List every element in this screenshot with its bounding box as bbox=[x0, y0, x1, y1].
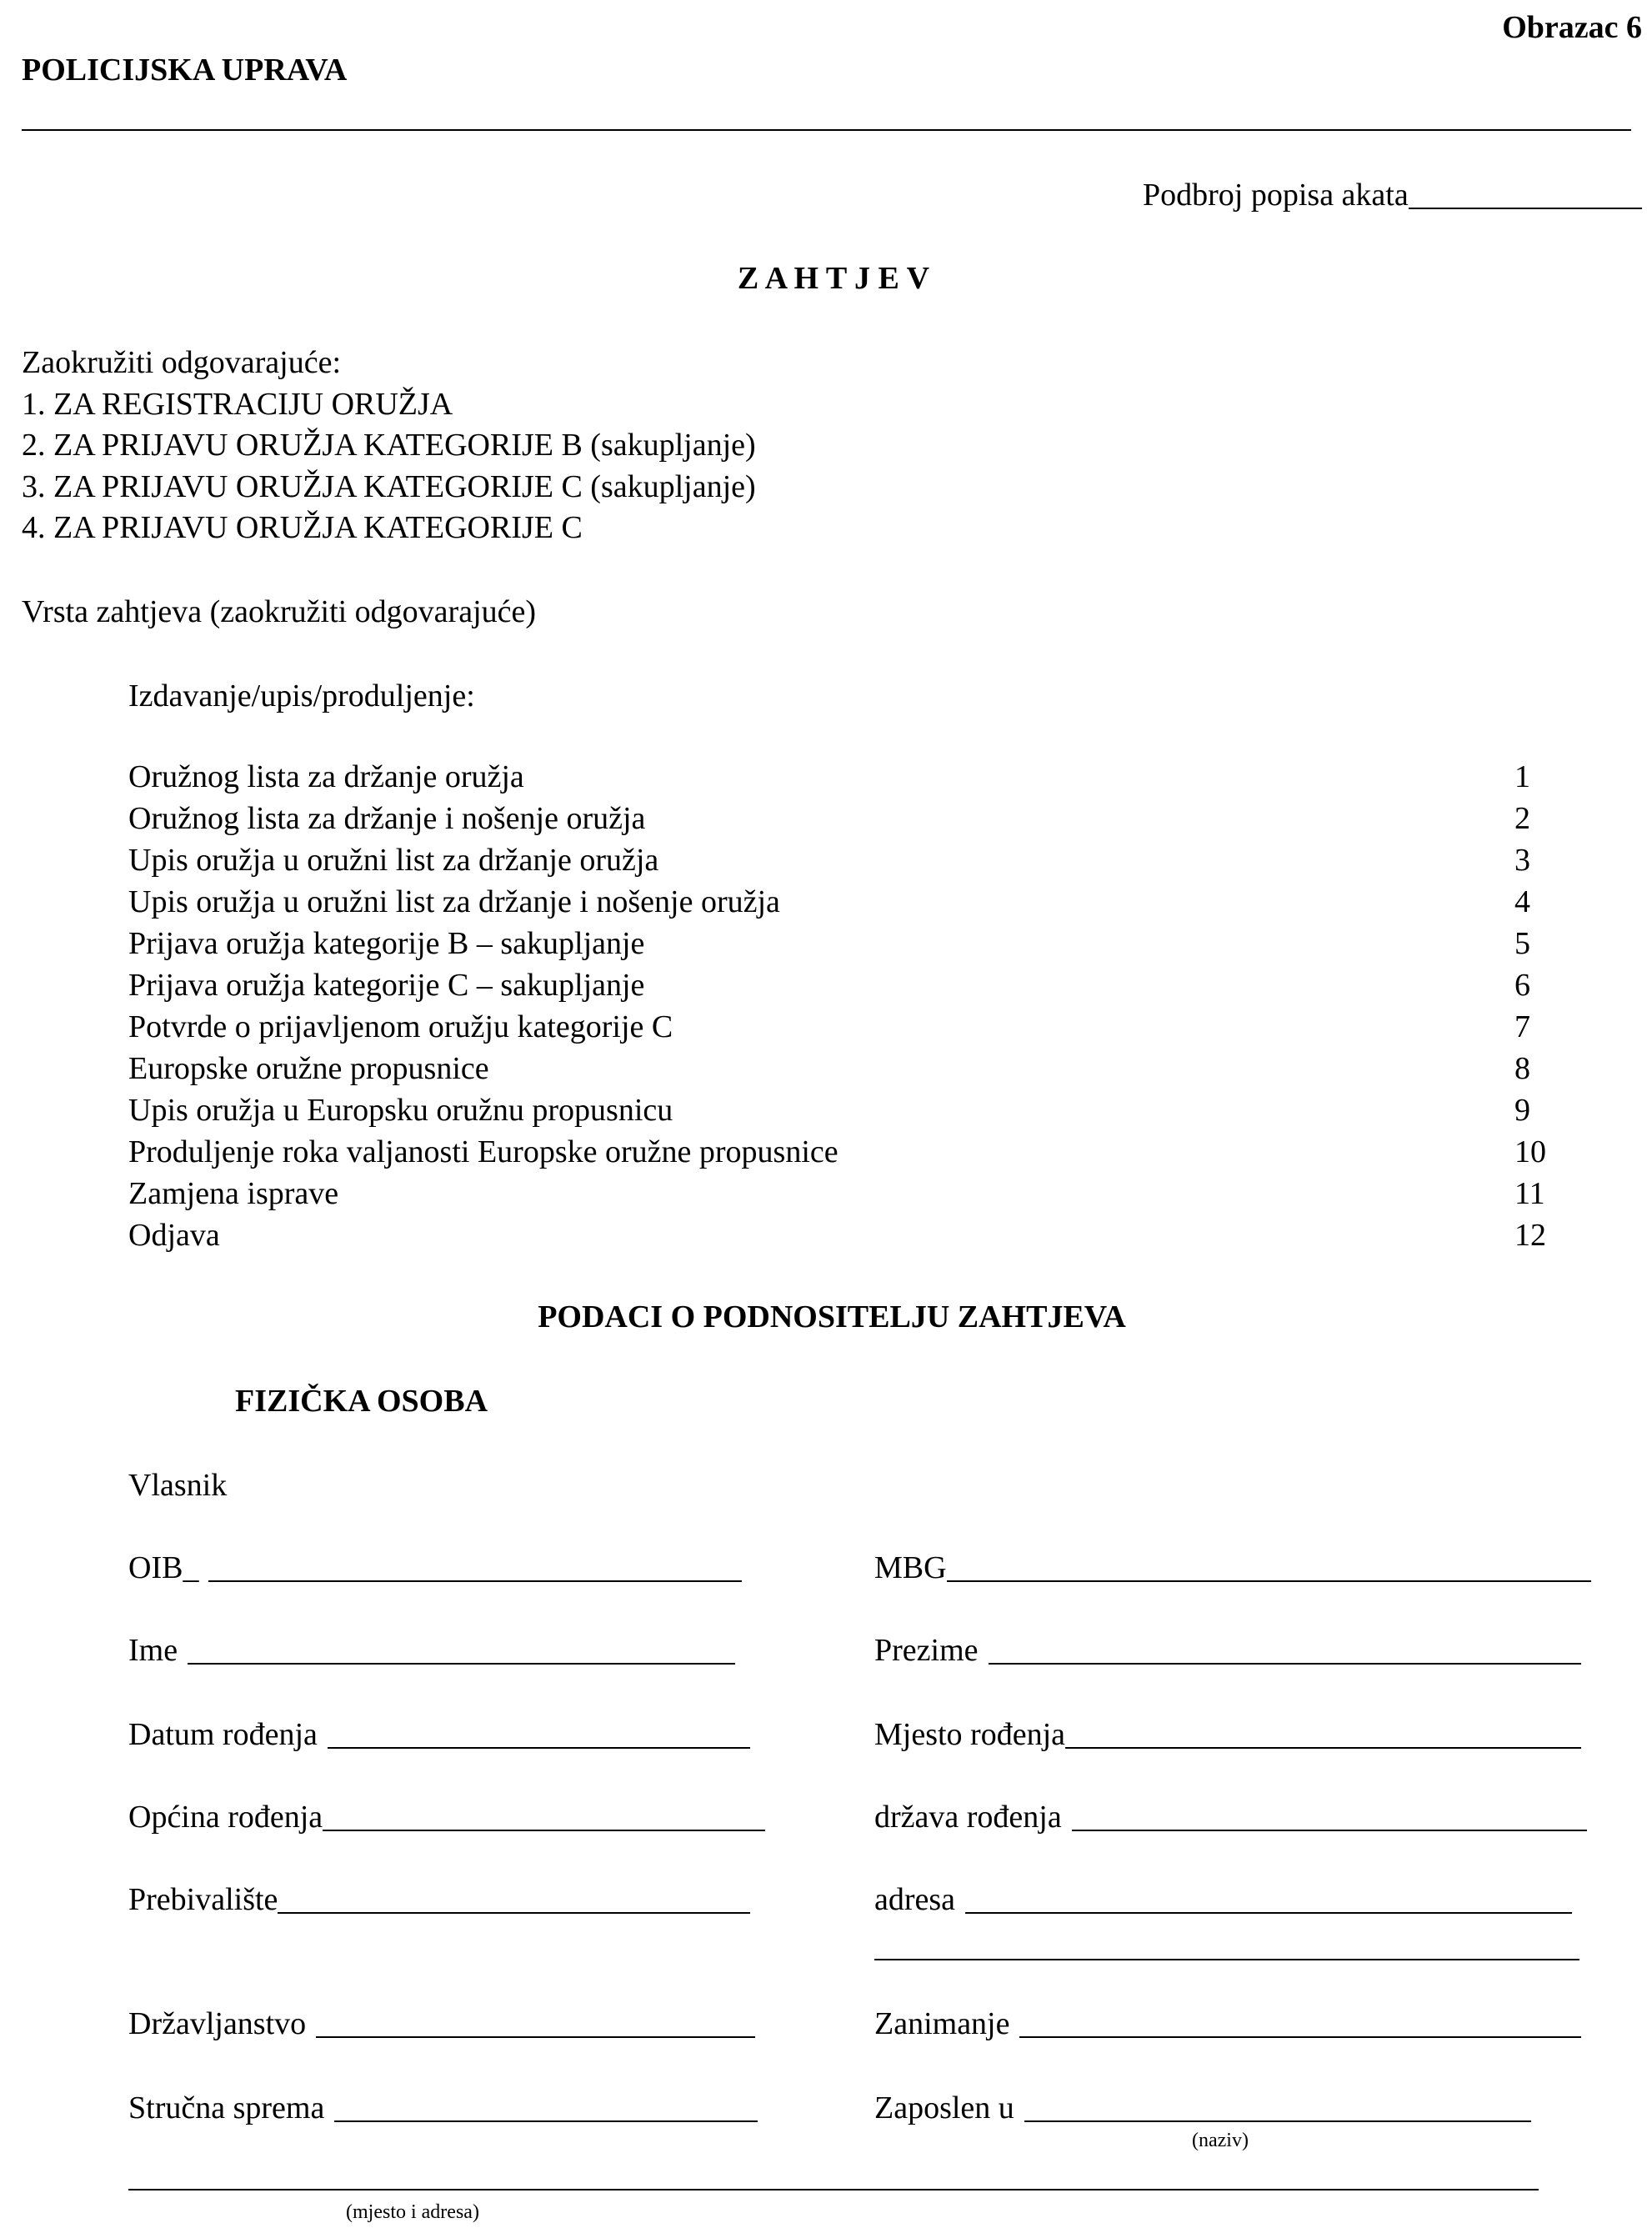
oib-label: OIB_ bbox=[128, 1550, 199, 1585]
request-type-item[interactable] bbox=[128, 928, 1562, 959]
employer-address-line[interactable] bbox=[128, 2189, 1539, 2190]
prebivaliste-field[interactable] bbox=[128, 1884, 750, 1915]
mjesto-rodenja-input[interactable] bbox=[1065, 1747, 1581, 1749]
prezime-input[interactable] bbox=[989, 1663, 1581, 1665]
ime-input[interactable] bbox=[188, 1663, 735, 1665]
drzavljanstvo-label: Državljanstvo bbox=[128, 2006, 307, 2041]
adresa-input[interactable] bbox=[965, 1912, 1572, 1914]
request-type-subheading: Izdavanje/upis/produljenje: bbox=[128, 678, 475, 713]
zanimanje-input[interactable] bbox=[1019, 2036, 1581, 2038]
podbroj-field[interactable] bbox=[1143, 179, 1642, 211]
request-type-item[interactable] bbox=[128, 803, 1562, 834]
purpose-option-1[interactable]: 1. ZA REGISTRACIJU ORUŽJA bbox=[22, 387, 453, 422]
strucna-sprema-input[interactable] bbox=[334, 2120, 758, 2122]
prebivaliste-input[interactable] bbox=[278, 1912, 750, 1914]
opcina-rodenja-field[interactable] bbox=[128, 1801, 765, 1833]
adresa-label: adresa bbox=[874, 1882, 956, 1917]
ime-label: Ime bbox=[128, 1633, 178, 1668]
request-type-item-number[interactable]: 9 bbox=[1514, 1093, 1530, 1128]
drzavljanstvo-field[interactable] bbox=[128, 2008, 755, 2040]
request-type-item-label: Oružnog lista za držanje oružja bbox=[128, 759, 524, 794]
strucna-sprema-field[interactable] bbox=[128, 2092, 758, 2124]
request-type-item[interactable] bbox=[128, 1219, 1562, 1251]
request-type-item-label: Zamjena isprave bbox=[128, 1176, 339, 1211]
authority-line[interactable] bbox=[22, 129, 1631, 131]
request-type-item-number[interactable]: 12 bbox=[1514, 1218, 1546, 1253]
naziv-hint: (naziv) bbox=[1192, 2130, 1249, 2151]
zanimanje-field[interactable] bbox=[874, 2008, 1581, 2040]
prebivaliste-label: Prebivalište bbox=[128, 1882, 278, 1917]
request-type-item-number[interactable]: 7 bbox=[1514, 1009, 1530, 1044]
purpose-option-3[interactable]: 3. ZA PRIJAVU ORUŽJA KATEGORIJE C (sakupljanje) bbox=[22, 469, 756, 504]
adresa-field[interactable] bbox=[874, 1884, 1572, 1915]
authority-label: POLICIJSKA UPRAVA bbox=[22, 53, 348, 88]
applicant-subheading: FIZIČKA OSOBA bbox=[235, 1384, 488, 1419]
datum-rodenja-input[interactable] bbox=[328, 1747, 750, 1749]
mbg-input[interactable] bbox=[947, 1580, 1591, 1582]
request-type-item-number[interactable]: 11 bbox=[1514, 1176, 1545, 1211]
drzavljanstvo-input[interactable] bbox=[316, 2036, 755, 2038]
request-type-item-number[interactable]: 4 bbox=[1514, 884, 1530, 919]
request-type-item-number[interactable]: 5 bbox=[1514, 926, 1530, 961]
drzava-rodenja-field[interactable] bbox=[874, 1801, 1587, 1833]
owner-label: Vlasnik bbox=[128, 1468, 228, 1503]
purpose-option-4[interactable]: 4. ZA PRIJAVU ORUŽJA KATEGORIJE C bbox=[22, 510, 583, 545]
request-type-item-label: Upis oružja u oružni list za držanje oružja bbox=[128, 843, 659, 878]
request-type-item-label: Potvrde o prijavljenom oružju kategorije C bbox=[128, 1009, 673, 1044]
zanimanje-label: Zanimanje bbox=[874, 2006, 1010, 2041]
zaposlen-u-field[interactable] bbox=[874, 2092, 1531, 2124]
request-type-item-number[interactable]: 3 bbox=[1514, 843, 1530, 878]
purpose-instruction: Zaokružiti odgovarajuće: bbox=[22, 345, 342, 380]
request-type-item-label: Oružnog lista za držanje i nošenje oružja bbox=[128, 801, 646, 836]
drzava-rodenja-label: država rođenja bbox=[874, 1800, 1062, 1835]
request-type-item[interactable] bbox=[128, 1178, 1562, 1209]
mjesto-rodenja-label: Mjesto rođenja bbox=[874, 1717, 1066, 1752]
request-type-item-number[interactable]: 8 bbox=[1514, 1051, 1530, 1086]
datum-rodenja-label: Datum rođenja bbox=[128, 1717, 318, 1752]
strucna-sprema-label: Stručna sprema bbox=[128, 2090, 325, 2125]
datum-rodenja-field[interactable] bbox=[128, 1719, 750, 1750]
applicant-heading: PODACI O PODNOSITELJU ZAHTJEVA bbox=[538, 1299, 1126, 1334]
podbroj-label: Podbroj popisa akata bbox=[1143, 178, 1409, 213]
podbroj-input[interactable] bbox=[1409, 208, 1642, 209]
page-title: Z A H T J E V bbox=[737, 261, 930, 296]
oib-field[interactable] bbox=[128, 1552, 742, 1584]
opcina-rodenja-label: Općina rođenja bbox=[128, 1800, 323, 1835]
zaposlen-u-label: Zaposlen u bbox=[874, 2090, 1014, 2125]
request-type-item[interactable] bbox=[128, 886, 1562, 918]
purpose-option-2[interactable]: 2. ZA PRIJAVU ORUŽJA KATEGORIJE B (sakupljanje) bbox=[22, 428, 756, 463]
request-type-item[interactable] bbox=[128, 761, 1562, 793]
request-type-item-label: Upis oružja u Europsku oružnu propusnicu bbox=[128, 1093, 673, 1128]
request-type-item-label: Europske oružne propusnice bbox=[128, 1051, 489, 1086]
request-type-item-label: Produljenje roka valjanosti Europske oružne propusnice bbox=[128, 1134, 839, 1169]
ime-field[interactable] bbox=[128, 1635, 735, 1666]
mbg-field[interactable] bbox=[874, 1552, 1591, 1584]
request-type-item[interactable] bbox=[128, 1011, 1562, 1043]
request-type-item-number[interactable]: 2 bbox=[1514, 801, 1530, 836]
request-type-label: Vrsta zahtjeva (zaokružiti odgovarajuće) bbox=[22, 594, 537, 629]
adresa-line-2[interactable] bbox=[874, 1959, 1579, 1960]
zaposlen-u-input[interactable] bbox=[1024, 2120, 1531, 2122]
request-type-item[interactable] bbox=[128, 1094, 1562, 1126]
request-type-item-label: Prijava oružja kategorije C – sakupljanje bbox=[128, 968, 645, 1003]
mjesto-rodenja-field[interactable] bbox=[874, 1719, 1581, 1750]
mjesto-adresa-hint: (mjesto i adresa) bbox=[346, 2201, 479, 2223]
request-type-item-number[interactable]: 10 bbox=[1514, 1134, 1546, 1169]
opcina-rodenja-input[interactable] bbox=[323, 1830, 765, 1831]
request-type-item[interactable] bbox=[128, 1053, 1562, 1084]
prezime-label: Prezime bbox=[874, 1633, 979, 1668]
request-type-item[interactable] bbox=[128, 844, 1562, 876]
mbg-label: MBG bbox=[874, 1550, 947, 1585]
oib-input[interactable] bbox=[208, 1580, 742, 1582]
drzava-rodenja-input[interactable] bbox=[1072, 1830, 1587, 1831]
form-number: Obrazac 6 bbox=[1502, 10, 1642, 45]
request-type-item-number[interactable]: 6 bbox=[1514, 968, 1530, 1003]
request-type-item-label: Prijava oružja kategorije B – sakupljanje bbox=[128, 926, 645, 961]
request-type-item[interactable] bbox=[128, 1136, 1562, 1168]
request-type-item-number[interactable]: 1 bbox=[1514, 759, 1530, 794]
request-type-item-label: Upis oružja u oružni list za držanje i nošenje oružja bbox=[128, 884, 780, 919]
prezime-field[interactable] bbox=[874, 1635, 1581, 1666]
request-type-item[interactable] bbox=[128, 969, 1562, 1001]
request-type-item-label: Odjava bbox=[128, 1218, 220, 1253]
